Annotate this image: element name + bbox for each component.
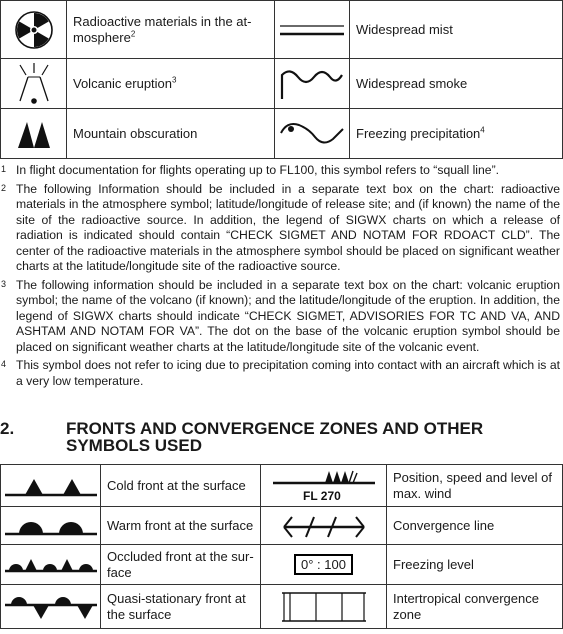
symbol-cell [261,585,387,629]
symbol-cell [1,1,67,59]
symbol-label: Warm front at the surface [101,507,261,545]
symbol-cell [1,585,101,629]
table-row [1,1,563,59]
mountain-obscuration-icon [14,116,54,152]
symbol-cell [275,1,350,59]
freezing-level-icon: 0° : 100 [294,554,353,575]
table-row [1,585,563,629]
symbol-cell [261,507,387,545]
occluded-front-icon [3,551,99,579]
section-number: 2. [0,419,15,438]
symbol-label: Quasi-stationary front at the surface [101,585,261,629]
widespread-smoke-icon [278,67,346,101]
max-wind-level: FL 270 [302,488,341,503]
cold-front-icon [3,473,99,499]
warm-front-icon [3,512,99,540]
symbol-label: Volcanic eruption$^3$ [67,59,275,109]
itcz-icon [274,589,374,625]
symbol-label: Mountain obscuration [67,109,275,159]
symbol-label: Position, speed and level of max. wind [387,465,563,507]
volcanic-eruption-icon [14,61,54,107]
symbol-label: Intertropical convergence zone [387,585,563,629]
symbol-label: Convergence line [387,507,563,545]
symbol-cell [1,545,101,585]
symbol-label: Widespread smoke [350,59,563,109]
convergence-line-icon [276,513,372,539]
symbol-cell [1,465,101,507]
symbol-label: Radioactive materials in the at-mosphere$^2$ [67,1,275,59]
symbol-label: Freezing level [387,545,563,585]
footnotes [0,163,560,392]
quasi-stationary-front-icon [3,591,99,623]
symbol-label: Widespread mist [350,1,563,59]
table-row [1,59,563,109]
table-row [1,109,563,159]
symbol-cell [275,109,350,159]
symbol-label: Cold front at the surface [101,465,261,507]
symbol-cell [1,109,67,159]
table-row [1,545,563,585]
weather-symbols-table [0,0,563,159]
symbol-cell [1,507,101,545]
symbol-cell [1,59,67,109]
widespread-mist-icon [278,20,346,40]
freezing-precipitation-icon [277,119,347,149]
footnote: 1 In flight documentation for flights operating up to FL100, this symbol refers to “squall line”. [1,163,500,177]
symbol-label: Occluded front at the sur-face [101,545,261,585]
radioactive-icon [14,10,54,50]
symbol-cell [261,465,387,507]
max-wind-icon [269,467,379,505]
table-row [1,465,563,507]
footnote: 3 The following information should be included in a separate text box on the chart: volcanic eruption symbol; the name of the volcano (if known); and the latitude/longitude of the eruption. In addition, the legend of SIGWX charts should indicate “CHECK SIGMET, ADVISORIES FOR TC AND VA, AND ASHTAM AND NOTAM FOR VA”. The dot on the base of the volcanic eruption symbol should be placed on significant weather charts at the latitude/longitude site of the volcanic event. [1,277,560,354]
footnote: 4 This symbol does not refer to icing due to precipitation coming into contact with an aircraft which is at a very low temperature. [1,358,560,388]
fronts-table [0,464,563,629]
symbol-cell [275,59,350,109]
symbol-label: Freezing precipitation$^4$ [350,109,563,159]
footnote: 2 The following Information should be included in a separate text box on the chart: radioactive materials in the atmosphere symbol; latitude/longitude of release site; and (if known) the name of the site of the radioactive source. In addition, the legend of SIGWX charts on which a release of radiation is indicated should contain “CHECK SIGMET AND NOTAM FOR RDOACT CLD”. The center of the radioactive materials in the atmosphere symbol should be placed on significant weather charts at the latitude/longitude site of the radioactive source. [1,181,560,273]
symbol-cell [261,545,387,585]
section-title: FRONTS AND CONVERGENCE ZONES AND OTHER SYMBOLS USED [66,419,484,455]
table-row [1,507,563,545]
